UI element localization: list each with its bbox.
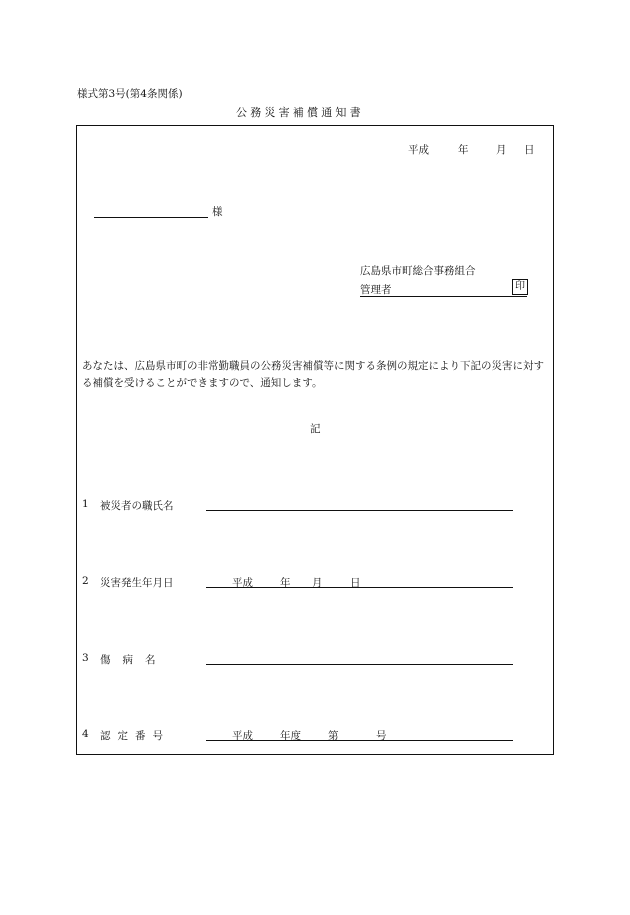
document-title: 公務災害補償通知書 xyxy=(236,106,364,119)
issuer-title: 管理者 xyxy=(360,284,392,296)
issuer-signature-line xyxy=(360,296,527,297)
item-label-certification-number: 認定番号 xyxy=(100,730,170,742)
item-fill-line xyxy=(206,740,513,741)
date-day: 日 xyxy=(524,144,535,156)
cert-fiscal-year: 年度 xyxy=(280,730,301,742)
accident-date-era: 平成 xyxy=(232,577,253,589)
seal-mark: 印 xyxy=(512,279,528,295)
issuer-organization: 広島県市町総合事務組合 xyxy=(360,265,476,277)
accident-date-month: 月 xyxy=(312,577,323,589)
item-fill-line xyxy=(206,664,513,665)
form-number: 様式第3号(第4条関係) xyxy=(77,88,183,100)
addressee-name-line xyxy=(94,217,208,218)
item-number: 3 xyxy=(82,652,89,664)
item-number: 2 xyxy=(82,575,89,587)
item-fill-line xyxy=(206,587,513,588)
cert-dai: 第 xyxy=(328,730,339,742)
cert-era: 平成 xyxy=(232,730,253,742)
cert-gou: 号 xyxy=(376,730,387,742)
item-number: 1 xyxy=(82,498,89,510)
item-number: 4 xyxy=(82,728,89,740)
accident-date-day: 日 xyxy=(350,577,361,589)
notice-body-text: あなたは、広島県市町の非常勤職員の公務災害補償等に関する条例の規定により下記の災害に対する補償を受けることができますので、通知します。 xyxy=(82,360,544,389)
item-label-victim-name: 被災者の職氏名 xyxy=(100,500,174,512)
addressee-honorific: 様 xyxy=(212,206,223,218)
issue-date xyxy=(408,142,535,157)
item-label-injury-name: 傷病名 xyxy=(100,654,168,666)
date-era: 平成 xyxy=(408,144,429,156)
date-year: 年 xyxy=(458,144,469,156)
ki-heading: 記 xyxy=(310,423,321,435)
accident-date-year: 年 xyxy=(280,577,291,589)
date-month: 月 xyxy=(496,144,507,156)
item-fill-line xyxy=(206,510,513,511)
item-label-accident-date: 災害発生年月日 xyxy=(100,577,174,589)
